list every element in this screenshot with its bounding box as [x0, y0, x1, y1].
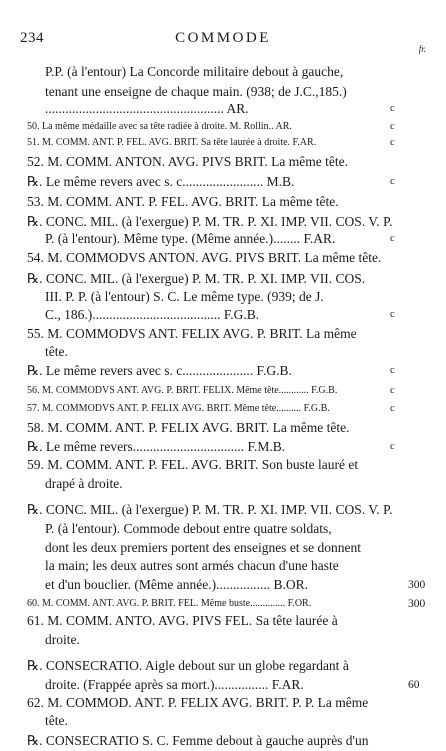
line-text: P. (à l'entour). Même type. (Même année.)........ F.AR. — [45, 231, 336, 246]
line-text: droite. — [45, 632, 80, 647]
text-line — [0, 305, 446, 325]
line-text: ℞. CONC. MIL. (à l'exergue) P. M. TR. P. XI. IMP. VII. COS. — [27, 271, 366, 286]
price-value: 300 — [408, 598, 426, 610]
line-text: ℞. CONSECRATIO. Aigle debout sur un globe regardant à — [27, 658, 349, 673]
line-text: droite. (Frappée après sa mort.)................ F.AR. — [45, 677, 304, 692]
text-line — [0, 418, 446, 438]
line-text: drapé à droite. — [45, 476, 123, 491]
text-line — [0, 269, 446, 289]
text-line — [0, 437, 446, 457]
line-text: 55. M. COMMODVS ANT. FELIX AVG. P. BRIT. La même — [27, 326, 357, 341]
text-line — [0, 693, 446, 713]
line-text: 53. M. COMM. ANT. P. FEL. AVG. BRIT. La même tête. — [27, 194, 339, 209]
line-text: tête. — [45, 344, 68, 359]
text-line — [0, 361, 446, 381]
text-line — [0, 455, 446, 475]
text-line — [0, 556, 446, 576]
line-text: 61. M. COMM. ANTO. AVG. PIVS FEL. Sa tête laurée à — [27, 613, 338, 628]
price-value: 60 — [408, 679, 420, 691]
line-text: ℞. CONSECRATIO S. C. Femme debout à gauche auprès d'un — [27, 733, 369, 748]
text-line — [0, 731, 446, 751]
line-text: P.P. (à l'entour) La Concorde militaire debout à gauche, — [45, 64, 344, 79]
line-text: ℞. Le même revers avec s. c..................... F.G.B. — [27, 363, 292, 378]
line-text: tête. — [45, 713, 68, 728]
line-text: la main; les deux autres sont armés chacun d'une haste — [45, 558, 339, 573]
text-line — [0, 248, 446, 268]
text-line — [0, 381, 446, 401]
line-text: 51. M. COMM. ANT. P. FEL. AVG. BRIT. Sa tête laurée à droite. F.AR. — [27, 137, 317, 148]
text-line — [0, 399, 446, 419]
line-text: ..................................................... AR. — [45, 101, 249, 116]
text-line — [0, 675, 446, 695]
text-line — [0, 630, 446, 650]
line-text: ℞. CONC. MIL. (à l'exergue) P. M. TR. P. XI. IMP. VII. COS. V. P. — [27, 502, 393, 517]
page-number: 234 — [20, 30, 44, 46]
line-text: et d'un bouclier. (Même année.)................ B.OR. — [45, 577, 308, 592]
page-header — [20, 30, 426, 52]
text-line — [0, 611, 446, 631]
text-line — [0, 287, 446, 307]
text-line — [0, 656, 446, 676]
rarity-mark: c — [390, 176, 395, 187]
line-text: P. (à l'entour). Commode debout entre quatre soldats, — [45, 521, 332, 536]
text-line — [0, 519, 446, 539]
text-line — [0, 538, 446, 558]
text-line — [0, 133, 446, 153]
running-title: COMMODE — [175, 30, 271, 46]
text-line — [0, 152, 446, 172]
rarity-mark: c — [390, 121, 395, 132]
rarity-mark: c — [390, 137, 395, 148]
rarity-mark: c — [390, 309, 395, 320]
line-text: ℞. CONC. MIL. (à l'exergue) P. M. TR. P. XI. IMP. VII. COS. V. P. — [27, 214, 393, 229]
line-text: dont les deux premiers portent des enseignes et se donnent — [45, 540, 362, 555]
line-text: 52. M. COMM. ANTON. AVG. PIVS BRIT. La même tête. — [27, 154, 349, 169]
text-line — [0, 711, 446, 731]
text-line — [0, 324, 446, 344]
text-line — [0, 229, 446, 249]
line-text: ℞. Le même revers avec s. c........................ M.B. — [27, 174, 295, 189]
text-line — [0, 575, 446, 595]
line-text: tenant une enseigne de chaque main. (938; de J.C.,185.) — [45, 84, 347, 99]
line-text: 56. M. COMMODVS ANT. AVG. P. BRIT. FELIX. Même tête............ F.G.B. — [27, 385, 338, 396]
text-line — [0, 500, 446, 520]
line-text: 60. M. COMM. ANT. AVG. P. BRIT. FEL. Même buste.............. F.OR. — [27, 598, 312, 609]
text-line — [0, 62, 446, 82]
rarity-mark: c — [390, 233, 395, 244]
text-line — [0, 192, 446, 212]
rarity-mark: c — [390, 441, 395, 452]
text-line — [0, 474, 446, 494]
rarity-mark: c — [390, 385, 395, 396]
text-line — [0, 342, 446, 362]
line-text: 62. M. COMMOD. ANT. P. FELIX AVG. BRIT. P. P. La même — [27, 695, 369, 710]
text-line — [0, 99, 446, 119]
price-value: 300 — [408, 579, 426, 591]
line-text: ℞. Le même revers................................. F.M.B. — [27, 439, 286, 454]
line-text: 54. M. COMMODVS ANTON. AVG. PIVS BRIT. La même tête. — [27, 250, 382, 265]
rarity-column-label: fr. — [418, 44, 426, 54]
line-text: III. P. P. (à l'entour) S. C. Le même type. (939; de J. — [45, 289, 324, 304]
text-line — [0, 172, 446, 192]
rarity-mark: c — [390, 103, 395, 114]
line-text: 58. M. COMM. ANT. P. FELIX AVG. BRIT. La même tête. — [27, 420, 350, 435]
line-text: C., 186.)...................................... F.G.B. — [45, 307, 260, 322]
line-text: 50. La même médaille avec sa tête radiée à droite. M. Rollin.. AR. — [27, 121, 292, 132]
rarity-mark: c — [390, 403, 395, 414]
line-text: 57. M. COMMODVS ANT. P. FELIX AVG. BRIT. Même tête.......... F.G.B. — [27, 403, 330, 414]
rarity-mark: c — [390, 365, 395, 376]
line-text: 59. M. COMM. ANT. P. FEL. AVG. BRIT. Son buste lauré et — [27, 457, 359, 472]
